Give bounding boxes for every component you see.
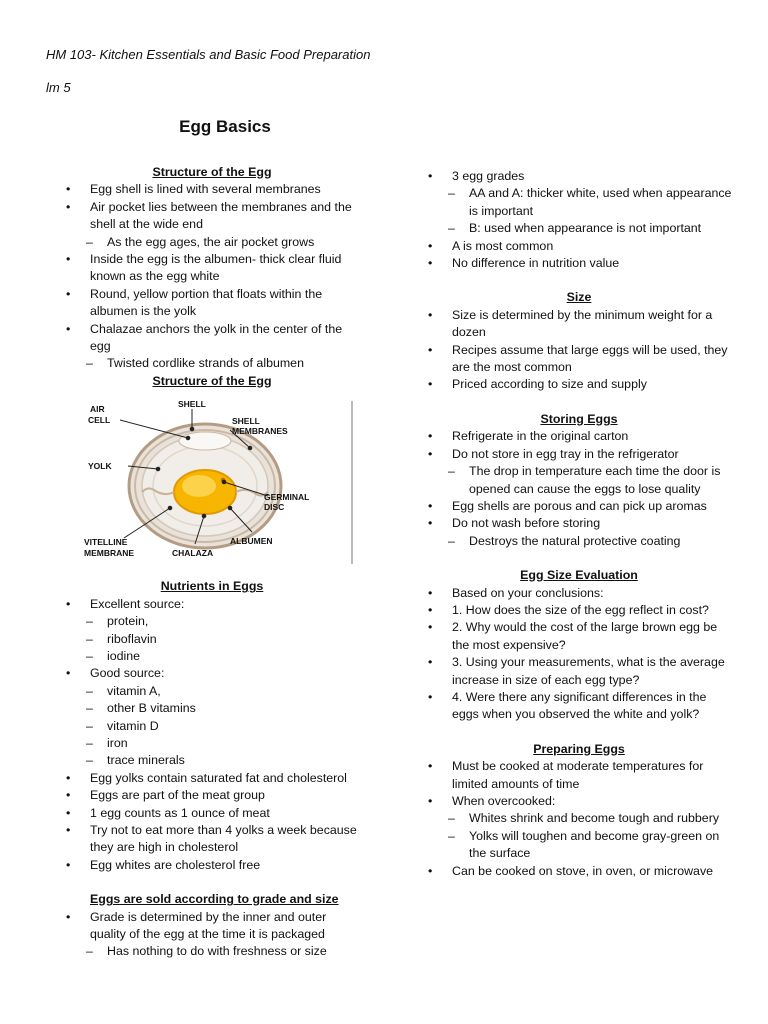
list-item: • 2. Why would the cost of the large brown egg be the most expensive? [424,619,734,654]
storing-list [424,428,734,550]
grades-list [424,168,734,272]
list-subitem: – As the egg ages, the air pocket grows [62,234,362,251]
nutrients-list [62,596,362,875]
list-item: • 3. Using your measurements, what is the average increase in size of each egg type? [424,654,734,689]
list-subitem: – Yolks will toughen and become gray-green on the surface [424,828,734,863]
structure-heading: Structure of the Egg [152,165,272,179]
list-item: • Do not wash before storing – Destroys the natural protective coating [424,515,734,550]
list-subitem: – Has nothing to do with freshness or size [62,943,362,960]
list-item: • Good source: – vitamin A, – other B vitamins – vitamin D – iron – trace minerals [62,665,362,769]
list-item: • Priced according to size and supply [424,376,734,393]
list-subitem: – other B vitamins [62,700,362,717]
list-item: • 4. Were there any significant differences in the eggs when you observed the white and yolk? [424,689,734,724]
list-item: • Inside the egg is the albumen- thick clear fluid known as the egg white [62,251,362,286]
label-shell: SHELL [178,399,206,410]
egg-diagram-svg [80,396,360,572]
list-item: • Excellent source: – protein, – riboflavin – iodine [62,596,362,666]
list-item: • Grade is determined by the inner and outer quality of the egg at the time it is packaged – Has nothing to do with freshness or size [62,909,362,961]
label-shell-membranes: MEMBRANES [232,426,288,437]
label-air-cell: AIR [90,404,105,415]
list-item: • Chalazae anchors the yolk in the center of the egg – Twisted cordlike strands of albumen [62,321,362,373]
list-item: • When overcooked: – Whites shrink and become tough and rubbery – Yolks will toughen and become gray-green on the surface [424,793,734,863]
structure-list [62,181,362,372]
list-subitem: – iodine [62,648,362,665]
diagram-heading: Structure of the Egg [152,373,272,388]
list-subitem: – protein, [62,613,362,630]
list-item: • Size is determined by the minimum weight for a dozen [424,307,734,342]
list-item: • Try not to eat more than 4 yolks a week because they are high in cholesterol [62,822,362,857]
list-item: • Eggs are part of the meat group [62,787,362,804]
list-item: • Can be cooked on stove, in oven, or microwave [424,863,734,880]
grade-list [62,909,362,961]
label-yolk: YOLK [88,461,112,472]
size-heading: Size [566,290,592,305]
label-shell-membranes: SHELL [232,416,260,427]
list-subitem: – vitamin A, [62,683,362,700]
list-subitem: – trace minerals [62,752,362,769]
list-item: • A is most common [424,238,734,255]
preparing-heading: Preparing Eggs [533,741,625,756]
list-item: • Air pocket lies between the membranes and the shell at the wide end – As the egg ages, the air pocket grows [62,199,362,251]
list-subitem: – Whites shrink and become tough and rubbery [424,810,734,827]
label-albumen: ALBUMEN [230,536,273,547]
label-chalaza: CHALAZA [172,548,214,559]
list-item: • Round, yellow portion that floats within the albumen is the yolk [62,286,362,321]
list-subitem: – B: used when appearance is not important [424,220,734,237]
list-item: • Egg whites are cholesterol free [62,857,362,874]
list-item: • 1 egg counts as 1 ounce of meat [62,805,362,822]
list-item: • 1. How does the size of the egg reflect in cost? [424,602,734,619]
label-vitelline-membrane: VITELLINE [84,537,128,548]
size-list [424,307,734,394]
list-item: • Egg shell is lined with several membranes [62,181,362,198]
right-column [424,168,734,880]
list-subitem: – AA and A: thicker white, used when appearance is important [424,185,734,220]
list-item: • Must be cooked at moderate temperatures for limited amounts of time [424,758,734,793]
nutrients-heading: Nutrients in Eggs [160,579,264,594]
list-subitem: – Destroys the natural protective coating [424,533,734,550]
egg-diagram [80,396,360,572]
unit-label: lm 5 [46,80,71,95]
page-title: Egg Basics [179,117,271,136]
preparing-list [424,758,734,880]
list-item: • Based on your conclusions: [424,585,734,602]
list-subitem: – Twisted cordlike strands of albumen [62,355,362,372]
list-item: • Egg yolks contain saturated fat and cholesterol [62,770,362,787]
list-item: • Refrigerate in the original carton [424,428,734,445]
course-title: HM 103- Kitchen Essentials and Basic Food Preparation [46,47,371,62]
list-subitem: – vitamin D [62,718,362,735]
list-item: • 3 egg grades – AA and A: thicker white, used when appearance is important – B: used when appearance is not important [424,168,734,238]
list-item: • No difference in nutrition value [424,255,734,272]
storing-heading: Storing Eggs [540,411,618,426]
label-germinal-disc: DISC [264,502,285,513]
list-subitem: – The drop in temperature each time the door is opened can cause the eggs to lose quality [424,463,734,498]
label-germinal-disc: GERMINAL [264,492,310,503]
list-subitem: – iron [62,735,362,752]
list-item: • Recipes assume that large eggs will be used, they are the most common [424,342,734,377]
air-cell-shape [179,432,231,450]
grade-heading: Eggs are sold according to grade and size [90,892,339,907]
evaluation-heading: Egg Size Evaluation [520,568,638,583]
label-air-cell: CELL [88,415,111,426]
list-subitem: – riboflavin [62,631,362,648]
label-vitelline-membrane: MEMBRANE [84,548,135,559]
list-item: • Do not store in egg tray in the refrigerator – The drop in temperature each time the door is opened can cause the eggs to lose quality [424,446,734,498]
list-item: • Egg shells are porous and can pick up aromas [424,498,734,515]
evaluation-list [424,585,734,724]
left-column [62,164,362,961]
